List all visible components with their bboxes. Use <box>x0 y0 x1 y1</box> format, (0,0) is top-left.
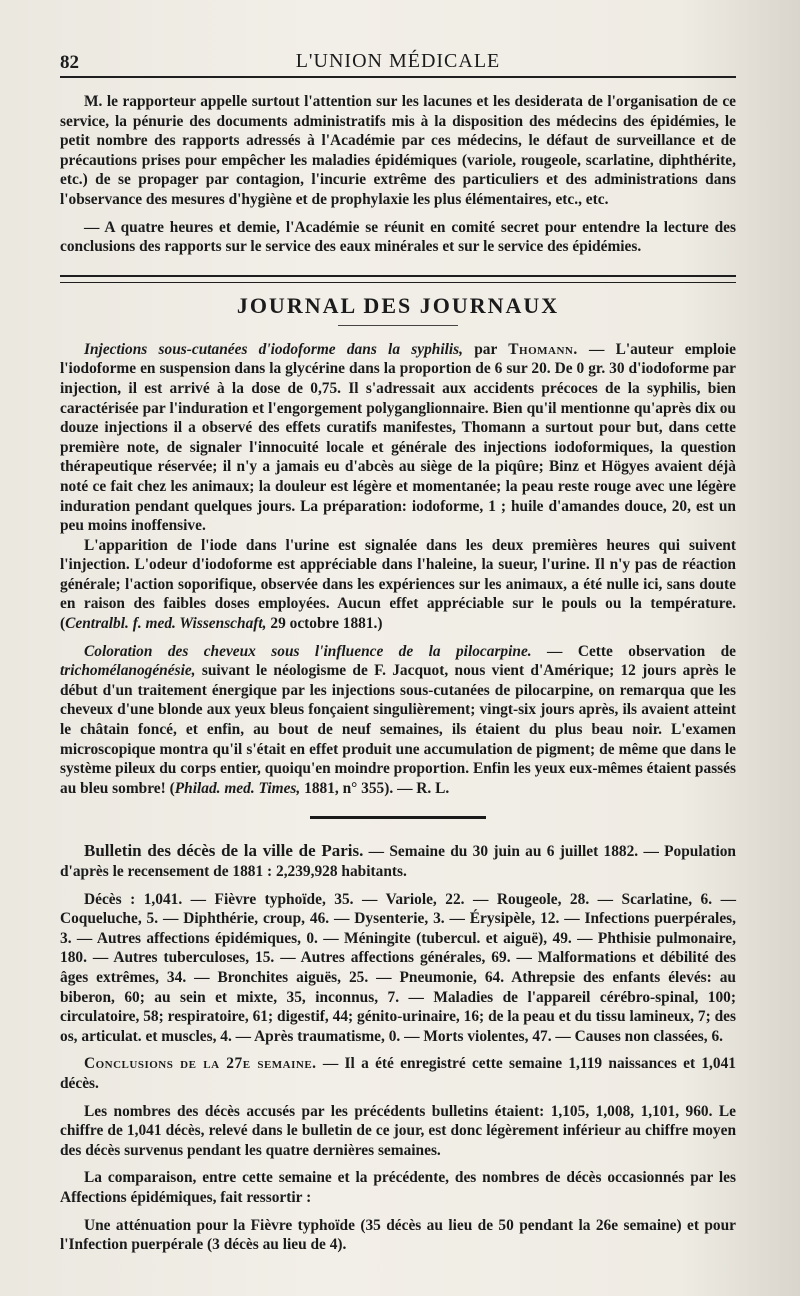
article-iodoforme-continued: L'apparition de l'iode dans l'urine est signalée dans les deux premières heures qui suivent l'injection. L'odeur d'iodoforme est appréciable dans l'haleine, la sueur, l'urine. Il n'y pas de réaction générale; l'action soporifique, observée dans les expériences sur les animaux, a été nulle ici, sans doute en raison des faibles doses employées. Aucun effet appréciable sur le pouls ou la température. (Centralbl. f. med. Wissenschaft, 29 octobre 1881.) <box>60 536 736 633</box>
article-iodoforme-title: Injections sous-cutanées d'iodoforme dans la syphilis, <box>84 340 463 358</box>
article-pilocarpine-source: Philad. med. Times, <box>174 779 301 797</box>
article-pilocarpine-title: Coloration des cheveux sous l'influence de la pilocarpine. <box>84 642 532 660</box>
conclusions-label: Conclusions de la 27e semaine. <box>84 1055 317 1073</box>
article-iodoforme: Injections sous-cutanées d'iodoforme dans la syphilis, par Thomann. — L'auteur emploie l'iodoforme en suspension dans la glycérine dans la proportion de 6 sur 20. De 0 gr. 30 d'iodoforme par injection, il est arrivé à la dose de 0,75. Il s'adressait aux accidents précoces de la syphilis, bien caractérisée par l'induration et l'engorgement polyganglionnaire. Bien qu'il mentionne qu'après dix ou douze injections il a observé des effets curatifs manifestes, Thomann a surtout pour but, dans cette première note, de signaler l'innocuité locale et générale des injections iodoformiques, la question thérapeutique réservée; il n'y a jamais eu d'abcès au siège de la piqûre; Binz et Högyes avaient déjà noté ce fait chez les animaux; la douleur est légère et momentanée; la peau reste rouge avec une légère induration pendant quelques jours. La préparation: iodoforme, 1 ; huile d'amandes douce, 20, est un peu moins inoffensive. <box>60 340 736 535</box>
bulletin-header <box>60 841 736 881</box>
intro-paragraph: M. le rapporteur appelle surtout l'attention sur les lacunes et les desiderata de l'organisation de ce service, la pénurie des documents administratifs mis à la disposition des médecins des épidémies, le petit nombre des rapports adressés à l'Académie par ces médecins, le défaut de surveillance et de précautions prises pour empêcher les maladies épidémiques (variole, rougeole, scarlatine, diphthérite, etc.) de se propager par contagion, l'incurie extrême des particuliers et des administrations dans l'observance des mesures d'hygiène et de prophylaxie les plus élémentaires, etc., etc. <box>60 93 736 208</box>
article-iodoforme-source: Centralbl. f. med. Wissenschaft, <box>65 615 267 633</box>
page-header <box>60 48 736 78</box>
bulletin-comparison-paragraph: La comparaison, entre cette semaine et la précédente, des nombres de décès occasionnés par les Affections épidémiques, fait ressortir : <box>60 1169 736 1206</box>
bulletin-numbers-paragraph: Les nombres des décès accusés par les précédents bulletins étaient: 1,105, 1,008, 1,101, 960. Le chiffre de 1,041 décès, relevé dans le bulletin de ce jour, est donc légèrement inférieur au chiffre moyen des décès survenus pendant les quatre dernières semaines. <box>60 1102 736 1159</box>
academy-session-paragraph: — A quatre heures et demie, l'Académie se réunit en comité secret pour entendre la lecture des conclusions des rapports sur le service des eaux minérales et sur le service des épidémies. <box>60 218 736 256</box>
bulletin-title: Bulletin des décès de la ville de Paris. <box>84 841 364 861</box>
article-iodoforme-author: Thomann. <box>508 340 578 358</box>
article-iodoforme-body: — L'auteur emploie l'iodoforme en suspension dans la glycérine dans la proportion de 6 sur 20. De 0 gr. 30 d'iodoforme par injection, il est arrivé à la dose de 0,75. Il s'adressait aux accidents précoces de la syphilis, bien caractérisée par l'induration et l'engorgement polyganglionnaire. Bien qu'il mentionne qu'après dix ou douze injections il a observé des effets curatifs manifestes, Thomann a surtout pour but, dans cette première note, de signaler l'innocuité locale et générale des injections iodoformiques, la question thérapeutique réservée; il n'y a jamais eu d'abcès au siège de la piqûre; Binz et Högyes avaient déjà noté ce fait chez les animaux; la douleur est légère et momentanée; la peau reste rouge avec une légère induration pendant quelques jours. La préparation: iodoforme, 1 ; huile d'amandes douce, 20, est un peu moins inoffensive. <box>60 340 736 535</box>
article-pilocarpine-body: suivant le néologisme de F. Jacquot, nous vient d'Amérique; 12 jours après le début d'un traitement énergique par les injections sous-cutanées de pilocarpine, on remarqua que les cheveux d'une blonde aux yeux bleus fonçaient singulièrement; vingt-six jours après, ils avaient atteint le châtain foncé, et enfin, au bout de neuf semaines, ils étaient du plus beau noir. L'examen microscopique montra qu'il s'était en effet produit une accumulation de pigment; de même que dans le système pileux du corps entier, quoiqu'en moindre proportion. Enfin les yeux eux-mêmes étaient passés au bleu sombre! ( <box>60 662 736 797</box>
bulletin-intro: — Semaine du 30 juin au 6 juillet 1882. — Population d'après le recensement de 1881 : 2,239,928 habitants. <box>60 843 736 880</box>
article-pilocarpine: Coloration des cheveux sous l'influence de la pilocarpine. — Cette observation de trichomélanogénésie, suivant le néologisme de F. Jacquot, nous vient d'Amérique; 12 jours après le début d'un traitement énergique par les injections sous-cutanées de pilocarpine, on remarqua que les cheveux d'une blonde aux yeux bleus fonçaient singulièrement; vingt-six jours après, ils avaient atteint le châtain foncé, et enfin, au bout de neuf semaines, ils étaient du plus beau noir. L'examen microscopique montra qu'il s'était en effet produit une accumulation de pigment; de même que dans le système pileux du corps entier, quoiqu'en moindre proportion. Enfin les yeux eux-mêmes étaient passés au bleu sombre! (Philad. med. Times, 1881, n° 355). — R. L. <box>60 642 736 797</box>
bulletin-typhoid-paragraph: Une atténuation pour la Fièvre typhoïde (35 décès au lieu de 50 pendant la 26e semaine) et pour l'Infection puerpérale (3 décès au lieu de 4). <box>60 1216 736 1254</box>
article-pilocarpine-term: trichomélanogénésie, <box>60 662 196 680</box>
title-underline <box>338 325 458 326</box>
section-separator <box>60 275 736 283</box>
short-separator <box>310 816 486 819</box>
running-title: L'UNION MÉDICALE <box>295 50 501 72</box>
bulletin-deaths: Décès : 1,041. — Fièvre typhoïde, 35. — Variole, 22. — Rougeole, 28. — Scarlatine, 6. — Coqueluche, 5. — Diphthérie, croup, 46. — Dysenterie, 3. — Érysipèle, 12. — Infections puerpérales, 3. — Autres affections épidémiques, 0. — Méningite (tubercul. et aiguë), 49. — Phthisie pulmonaire, 180. — Autres tuberculoses, 15. — Autres affections générales, 69. — Malformations et débilité des âges extrêmes, 34. — Bronchites aiguës, 25. — Pneumonie, 64. Athrepsie des enfants élevés: au biberon, 60; au sein et mixte, 35, inconnus, 7. — Maladies de l'appareil cérébro-spinal, 100; circulatoire, 58; respiratoire, 61; digestif, 44; génito-urinaire, 16; de la peau et du tissu lamineux, 7; des os, articulat. et muscles, 4. — Après traumatisme, 0. — Morts violentes, 47. — Causes non classées, 6. <box>60 890 736 1045</box>
page-number: 82 <box>60 52 79 73</box>
bulletin-conclusions: Conclusions de la 27e semaine. — Il a été enregistré cette semaine 1,119 naissances et 1,041 décès. <box>60 1055 736 1092</box>
section-title: JOURNAL DES JOURNAUX <box>236 292 560 318</box>
